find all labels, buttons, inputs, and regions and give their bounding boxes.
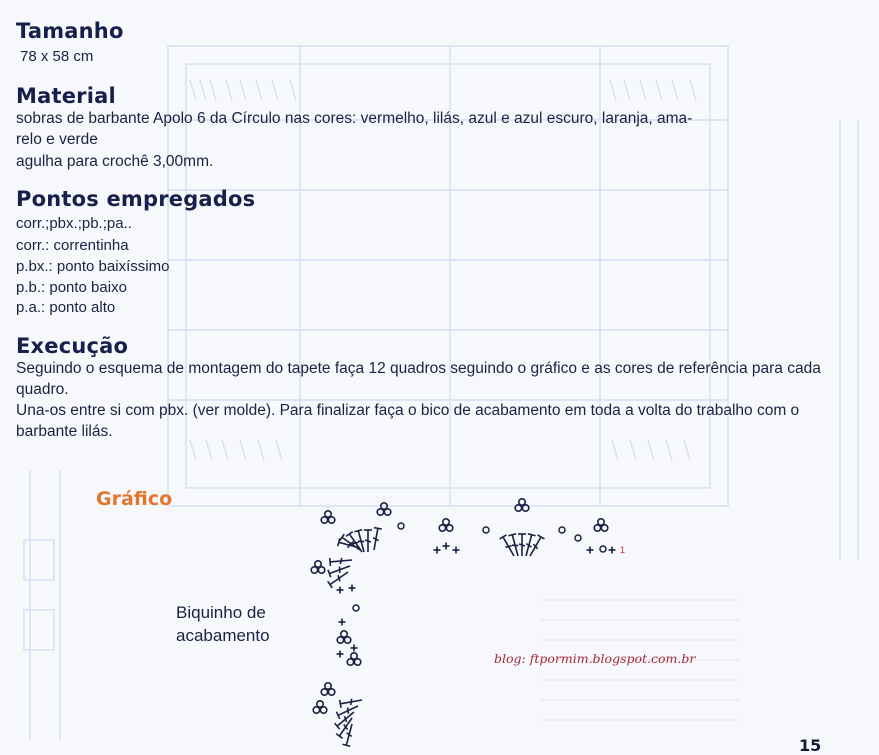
pontos-item: corr.;pbx.;pb.;pa.. [16,215,132,232]
blog-watermark: blog: ftpormim.blogspot.com.br [494,651,696,666]
grafico-heading: Gráfico [96,488,173,510]
material-heading: Material [16,84,116,108]
material-line-3: agulha para crochê 3,00mm. [16,153,214,170]
material-line-1: sobras de barbante Apolo 6 da Círculo nas cores: vermelho, lilás, azul e azul escuro, laranja, ama- [16,110,693,127]
start-marker: 1 [620,545,626,555]
corner-fan-top [311,503,404,594]
material-line-2: relo e verde [16,131,98,148]
top-edge [434,499,616,558]
pontos-item: p.a.: ponto alto [16,299,116,316]
left-edge [313,605,362,746]
tamanho-heading: Tamanho [16,19,124,43]
execucao-paragraph-1: Seguindo o esquema de montagem do tapete faça 12 quadros seguindo o gráfico e as cores de referência para cada quadro. [16,360,821,398]
caption-line-1: Biquinho de [176,603,266,622]
execucao-heading: Execução [16,334,129,358]
crochet-diagram [300,488,640,748]
tamanho-value: 78 x 58 cm [20,48,94,65]
execucao-paragraph-2: Una-os entre si com pbx. (ver molde). Para finalizar faça o bico de acabamento em toda a volta do trabalho com o barbante lilás. [16,402,800,440]
pontos-item: corr.: correntinha [16,237,129,254]
page-number: 15 [799,736,822,755]
pontos-heading: Pontos empregados [16,187,256,211]
caption-line-2: acabamento [176,626,270,645]
pontos-item: p.bx.: ponto baixíssimo [16,258,170,275]
pontos-item: p.b.: ponto baixo [16,279,127,296]
grafico-caption [176,601,270,647]
